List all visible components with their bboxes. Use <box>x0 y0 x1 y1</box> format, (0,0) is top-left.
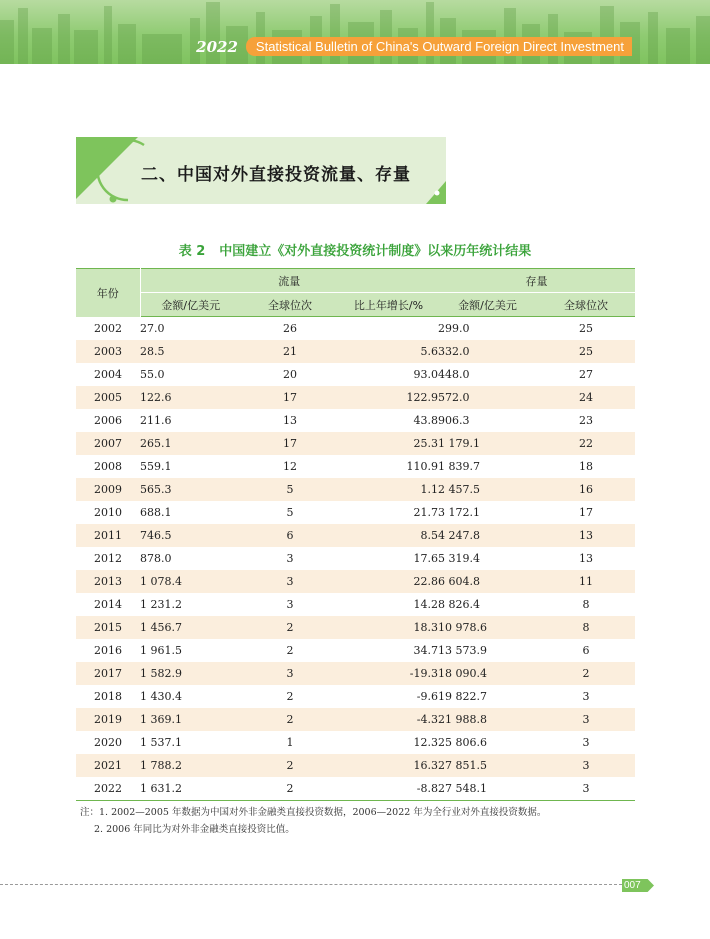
cell-stock-rank: 18 <box>579 460 593 473</box>
table-row <box>76 708 635 731</box>
cell-stock-amount: 21 988.8 <box>438 708 537 731</box>
cell-flow-amount: 1 582.9 <box>140 662 241 685</box>
cell-stock-amount: 10 978.6 <box>438 616 537 639</box>
cell-stock-rank: 17 <box>579 506 593 519</box>
cell-flow-growth: 8.5 <box>339 524 438 547</box>
cell-stock-rank: 3 <box>537 777 635 801</box>
cell-flow-amount: 27.0 <box>140 322 165 335</box>
cell-stock-rank: 13 <box>537 524 635 547</box>
cell-year: 2022 <box>76 777 140 801</box>
cell-flow-amount: 1 456.7 <box>140 616 241 639</box>
header-flow-growth: 比上年增长/% <box>339 293 438 317</box>
table-row <box>76 478 635 501</box>
cell-flow-amount: 1 078.4 <box>140 570 241 593</box>
cell-flow-rank: 17 <box>241 386 339 409</box>
cell-flow-rank: 3 <box>241 662 339 685</box>
cell-year: 2011 <box>76 524 140 547</box>
cell-flow-rank: 17 <box>241 432 339 455</box>
cell-stock-rank: 8 <box>537 616 635 639</box>
cell-stock-rank: 11 <box>537 570 635 593</box>
table-row <box>76 616 635 639</box>
cell-stock-rank: 3 <box>537 708 635 731</box>
cell-stock-amount: 18 090.4 <box>438 662 537 685</box>
table-row <box>76 731 635 754</box>
cell-flow-rank: 3 <box>286 552 294 565</box>
cell-flow-growth: 122.9 <box>339 386 438 409</box>
header-flow-rank: 全球位次 <box>241 293 339 317</box>
cell-stock-rank: 8 <box>582 598 590 611</box>
cell-flow-amount: 55.0 <box>140 368 165 381</box>
cell-year: 2018 <box>94 690 122 703</box>
table-row <box>76 455 635 478</box>
table-row <box>76 777 635 801</box>
footer-divider <box>0 884 622 885</box>
cell-stock-amount: 1 179.1 <box>438 432 537 455</box>
header-stock-amount: 金额/亿美元 <box>438 293 537 317</box>
cell-stock-rank: 22 <box>537 432 635 455</box>
cell-flow-amount: 28.5 <box>140 340 241 363</box>
cell-stock-amount: 6 604.8 <box>438 570 537 593</box>
cell-year: 2002 <box>94 321 122 335</box>
cell-stock-rank: 16 <box>537 478 635 501</box>
cell-flow-rank: 1 <box>286 736 294 749</box>
cell-flow-growth: 16.3 <box>339 754 438 777</box>
cell-flow-rank: 26 <box>283 322 297 335</box>
cell-stock-rank: 3 <box>582 736 590 749</box>
cell-stock-rank: 25 <box>579 322 593 335</box>
note-2: 2. 2006 年同比为对外非金融类直接投资比值。 <box>94 824 295 835</box>
header-flow-group: 流量 <box>140 269 438 293</box>
cell-stock-amount: 5 319.4 <box>438 552 480 565</box>
cell-flow-amount: 559.1 <box>140 460 172 473</box>
cell-stock-rank: 3 <box>537 754 635 777</box>
cell-stock-amount: 13 573.9 <box>438 644 487 657</box>
cell-flow-amount: 1 788.2 <box>140 754 241 777</box>
cell-stock-amount: 299.0 <box>438 322 470 335</box>
cell-stock-amount: 25 806.6 <box>438 736 487 749</box>
cell-flow-amount: 1 430.4 <box>140 690 182 703</box>
page-number: 007 <box>624 880 641 891</box>
header-stock-group: 存量 <box>438 269 635 293</box>
cell-flow-rank: 5 <box>241 478 339 501</box>
cell-flow-growth: 18.3 <box>339 616 438 639</box>
cell-stock-amount: 27 548.1 <box>438 777 537 801</box>
cell-flow-rank: 6 <box>241 524 339 547</box>
cell-flow-growth: 43.8 <box>413 414 438 427</box>
table-row <box>76 547 635 570</box>
cell-stock-amount: 572.0 <box>438 386 537 409</box>
cell-flow-amount: 565.3 <box>140 478 241 501</box>
cell-flow-growth: 5.6 <box>339 340 438 363</box>
cell-stock-amount: 2 457.5 <box>438 478 537 501</box>
cell-flow-growth: 12.3 <box>413 736 438 749</box>
cell-stock-amount: 906.3 <box>438 414 470 427</box>
cell-flow-growth: 22.8 <box>339 570 438 593</box>
cell-flow-amount: 878.0 <box>140 552 172 565</box>
cell-flow-amount: 688.1 <box>140 506 172 519</box>
cell-flow-growth: 14.2 <box>413 598 438 611</box>
cell-flow-growth: -8.8 <box>339 777 438 801</box>
cell-year: 2012 <box>94 552 122 565</box>
header-year-column: 年份 <box>76 269 140 317</box>
cell-stock-rank: 6 <box>582 644 590 657</box>
cell-flow-rank: 2 <box>241 777 339 801</box>
cell-stock-amount: 332.0 <box>438 340 537 363</box>
header-title-group <box>196 37 632 56</box>
cell-year: 2013 <box>76 570 140 593</box>
cell-flow-growth: 25.3 <box>339 432 438 455</box>
cell-year: 2014 <box>94 598 122 611</box>
cell-flow-growth: 93.0 <box>413 368 438 381</box>
cell-year: 2003 <box>76 340 140 363</box>
cell-flow-rank: 21 <box>241 340 339 363</box>
cell-year: 2021 <box>76 754 140 777</box>
cell-stock-rank: 2 <box>537 662 635 685</box>
cell-stock-amount: 3 172.1 <box>438 506 480 519</box>
header-year: 2022 <box>196 37 238 56</box>
statistics-table <box>76 268 635 801</box>
cell-year: 2004 <box>94 368 122 381</box>
cell-flow-amount: 1 961.5 <box>140 644 182 657</box>
section-title: 二、中国对外直接投资流量、存量 <box>141 165 411 185</box>
cell-flow-amount: 1 231.2 <box>140 598 182 611</box>
note-1: 注：1. 2002—2005 年数据为中国对外非金融类直接投资数据，2006—2022 年为全行业对外直接投资数据。 <box>80 807 547 818</box>
table-row <box>76 662 635 685</box>
cell-year: 2009 <box>76 478 140 501</box>
cell-flow-amount: 1 369.1 <box>140 708 241 731</box>
cell-flow-rank: 2 <box>286 690 294 703</box>
cell-year: 2008 <box>94 460 122 473</box>
cell-flow-rank: 13 <box>283 414 297 427</box>
cell-stock-rank: 13 <box>579 552 593 565</box>
cell-flow-growth: -4.3 <box>339 708 438 731</box>
cell-flow-rank: 5 <box>286 506 294 519</box>
cell-flow-amount: 265.1 <box>140 432 241 455</box>
table-row <box>76 639 635 662</box>
cell-stock-amount: 27 851.5 <box>438 754 537 777</box>
header-title: Statistical Bulletin of China's Outward Foreign Direct Investment <box>246 37 632 56</box>
cell-flow-growth: 17.6 <box>413 552 438 565</box>
cell-flow-amount: 1 631.2 <box>140 777 241 801</box>
cell-year: 2010 <box>94 506 122 519</box>
table-row <box>76 501 635 524</box>
cell-flow-growth: 1.1 <box>339 478 438 501</box>
cell-year: 2019 <box>76 708 140 731</box>
header-stock-rank: 全球位次 <box>537 293 635 317</box>
cell-year: 2020 <box>94 736 122 749</box>
table-row <box>76 340 635 363</box>
table-row <box>76 432 635 455</box>
table-row <box>76 363 635 386</box>
cell-stock-amount: 1 839.7 <box>438 460 480 473</box>
table-row <box>76 409 635 432</box>
cell-stock-amount: 8 826.4 <box>438 598 480 611</box>
table-row <box>76 593 635 616</box>
table-row <box>76 386 635 409</box>
cell-stock-rank: 3 <box>582 690 590 703</box>
table-row <box>76 317 635 341</box>
cell-flow-rank: 2 <box>241 616 339 639</box>
cell-stock-rank: 27 <box>579 368 593 381</box>
cell-flow-rank: 12 <box>283 460 297 473</box>
table-row <box>76 524 635 547</box>
cell-year: 2016 <box>94 644 122 657</box>
cell-flow-growth <box>339 317 438 341</box>
table-notes <box>80 804 546 838</box>
cell-stock-amount: 4 247.8 <box>438 524 537 547</box>
cell-year: 2017 <box>76 662 140 685</box>
cell-flow-amount: 211.6 <box>140 414 172 427</box>
cell-flow-growth: 110.9 <box>406 460 438 473</box>
cell-flow-growth: 34.7 <box>413 644 438 657</box>
table-body <box>76 317 635 801</box>
page-header <box>0 0 710 64</box>
cell-flow-amount: 122.6 <box>140 386 241 409</box>
cell-flow-rank: 20 <box>283 368 297 381</box>
table-row <box>76 754 635 777</box>
cell-flow-rank: 2 <box>241 708 339 731</box>
cell-year: 2005 <box>76 386 140 409</box>
cell-flow-growth: -9.6 <box>416 690 438 703</box>
table-caption-text: 中国建立《对外直接投资统计制度》以来历年统计结果 <box>219 244 532 259</box>
cell-flow-rank: 2 <box>241 754 339 777</box>
cell-stock-amount: 19 822.7 <box>438 690 487 703</box>
cell-stock-rank: 25 <box>537 340 635 363</box>
cell-flow-rank: 3 <box>241 570 339 593</box>
cell-flow-rank: 3 <box>286 598 294 611</box>
cell-flow-growth: 21.7 <box>413 506 438 519</box>
cell-stock-amount: 448.0 <box>438 368 470 381</box>
table-row <box>76 570 635 593</box>
cell-year: 2006 <box>94 414 122 427</box>
cell-flow-growth: -19.3 <box>339 662 438 685</box>
cell-year: 2007 <box>76 432 140 455</box>
table-row <box>76 685 635 708</box>
cell-flow-amount: 1 537.1 <box>140 736 182 749</box>
cell-flow-amount: 746.5 <box>140 524 241 547</box>
table-caption-number: 表 2 <box>178 244 206 259</box>
cell-stock-rank: 24 <box>537 386 635 409</box>
cell-stock-rank: 23 <box>579 414 593 427</box>
header-flow-amount: 金额/亿美元 <box>140 293 241 317</box>
cell-year: 2015 <box>76 616 140 639</box>
cell-flow-rank: 2 <box>286 644 294 657</box>
table-caption <box>0 240 710 259</box>
